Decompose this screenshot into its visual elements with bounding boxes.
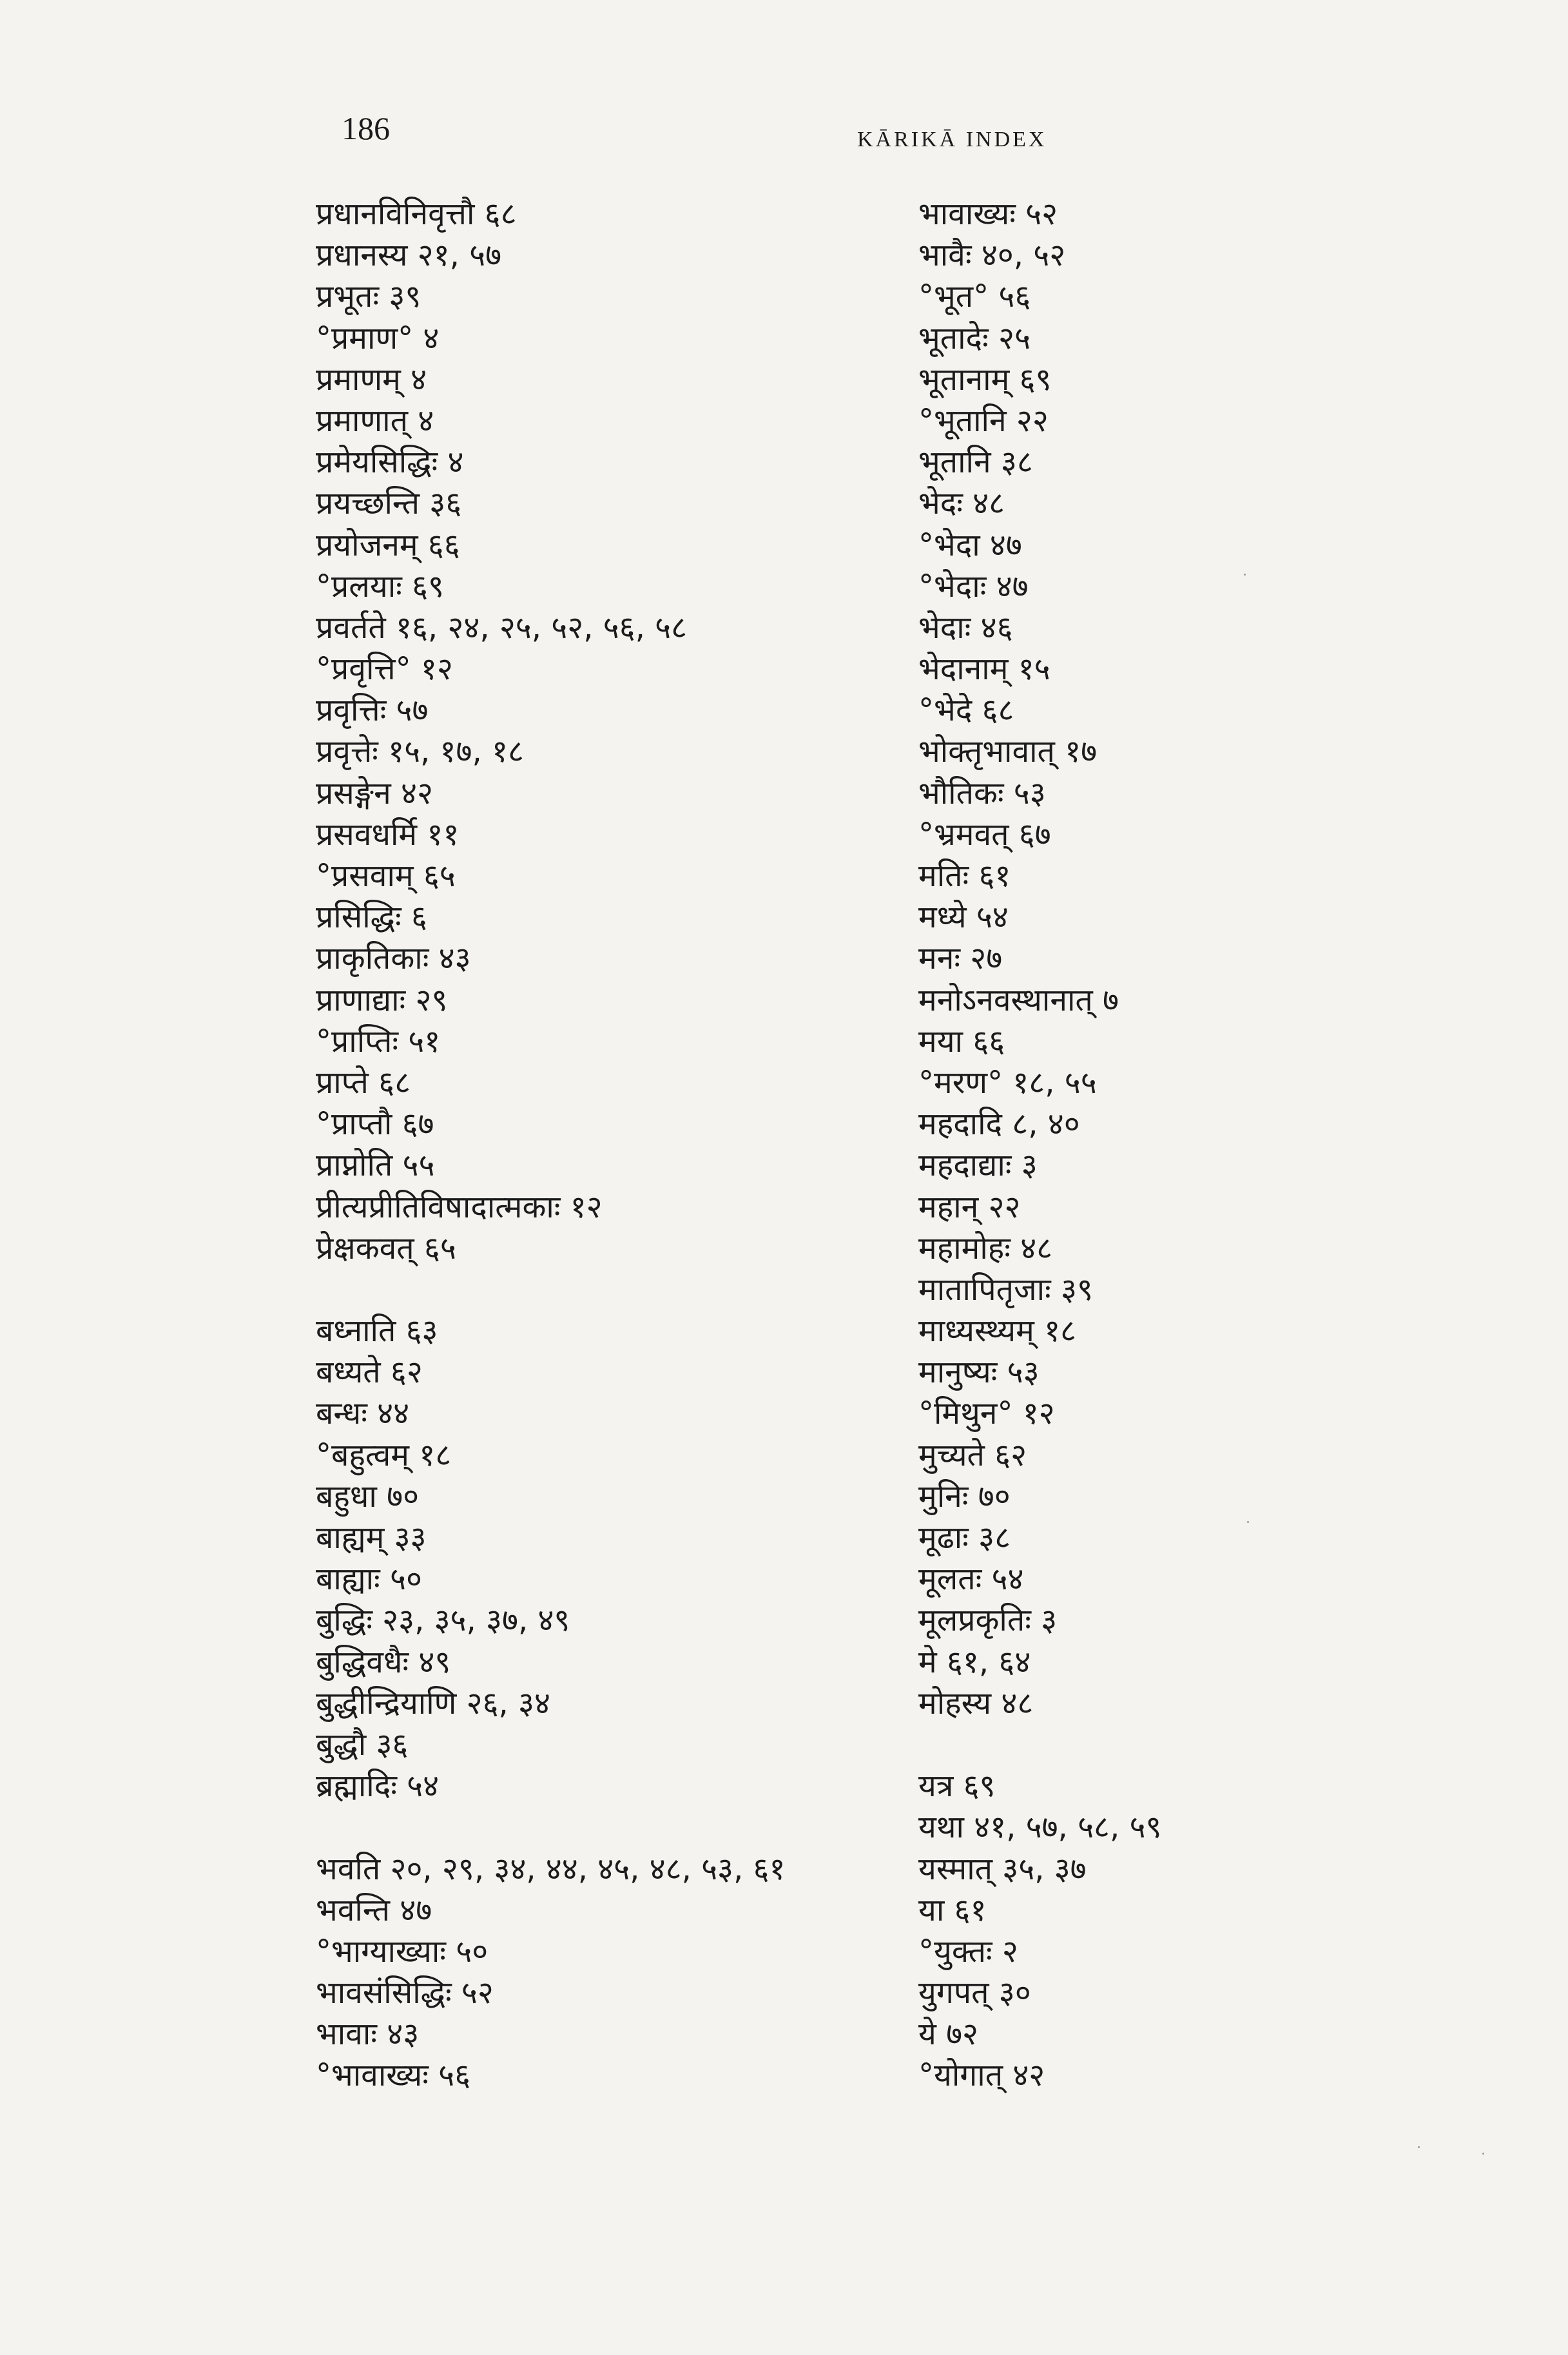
index-entry: मध्ये ५४ — [918, 899, 1009, 936]
index-entry: भेदाः ४६ — [918, 609, 1013, 646]
index-entry: मुच्यते ६२ — [918, 1437, 1027, 1473]
index-entry: यथा ४१, ५७, ५८, ५९ — [918, 1809, 1162, 1846]
section-gap — [316, 1807, 896, 1848]
index-entry: प्रमेयसिद्धिः ४ — [316, 444, 464, 481]
index-entry: भवति २०, २९, ३४, ४४, ४५, ४८, ५३, ६१ — [316, 1850, 786, 1887]
index-entry: प्राप्ते ६८ — [316, 1064, 411, 1101]
index-entry: भवन्ति ४७ — [316, 1892, 432, 1928]
index-entry: प्राप्नोति ५५ — [316, 1147, 435, 1184]
index-entry: °भेदाः ४७ — [918, 568, 1029, 605]
index-entry: बुद्धीन्द्रियाणि २६, ३४ — [316, 1685, 550, 1721]
index-entry: प्रीत्यप्रीतिविषादात्मकाः १२ — [316, 1188, 603, 1225]
index-entry: मे ६१, ६४ — [918, 1643, 1031, 1680]
index-entry: युगपत् ३० — [918, 1975, 1031, 2011]
index-entry: °प्रमाण° ४ — [316, 320, 440, 356]
running-title: KĀRIKĀ INDEX — [857, 128, 1047, 151]
index-entry: प्रसङ्गेन ४२ — [316, 775, 433, 811]
index-column-left — [316, 193, 896, 2097]
index-entry: प्रवृत्तेः १५, १७, १८ — [316, 733, 524, 770]
index-entry: महामोहः ४८ — [918, 1230, 1053, 1266]
index-entry: °भाग्याख्याः ५० — [316, 1933, 489, 1970]
index-entry: प्रयोजनम् ६६ — [316, 527, 460, 563]
index-entry: बहुधा ७० — [316, 1478, 420, 1515]
index-entry: भावसंसिद्धिः ५२ — [316, 1975, 494, 2011]
index-entry: प्रसवधर्मि ११ — [316, 816, 460, 853]
index-entry: °प्राप्तौ ६७ — [316, 1106, 434, 1143]
index-entry: °भ्रमवत् ६७ — [918, 816, 1051, 853]
index-entry: प्रधानविनिवृत्तौ ६८ — [316, 196, 517, 232]
index-entry: °युक्तः २ — [918, 1933, 1018, 1970]
index-entry: मातापितृजाः ३९ — [918, 1271, 1093, 1308]
index-entry: बन्धः ४४ — [316, 1395, 410, 1432]
index-entry: प्रवर्तते १६, २४, २५, ५२, ५६, ५८ — [316, 609, 688, 646]
index-entry: °प्राप्तिः ५१ — [316, 1023, 441, 1060]
index-entry: बाह्यम् ३३ — [316, 1520, 427, 1556]
index-entry: °प्रलयाः ६९ — [316, 568, 445, 605]
index-entry: प्रेक्षकवत् ६५ — [316, 1230, 456, 1266]
index-entry: भौतिकः ५३ — [918, 775, 1046, 811]
index-column-right — [918, 193, 1498, 2097]
index-entry: °प्रवृत्ति° १२ — [316, 651, 453, 688]
section-gap — [316, 1269, 896, 1310]
index-entry: बुद्धिः २३, ३५, ३७, ४९ — [316, 1602, 570, 1639]
index-entry: भेदानाम् १५ — [918, 651, 1050, 688]
index-entry: बुद्धिवधैः ४९ — [316, 1643, 451, 1680]
index-entry: भावैः ४०, ५२ — [918, 237, 1066, 274]
scan-speck — [1244, 574, 1246, 576]
index-entry: °मरण° १८, ५५ — [918, 1064, 1097, 1101]
scan-speck — [1418, 2146, 1420, 2148]
index-entry: मनोऽनवस्थानात् ७ — [918, 982, 1119, 1018]
index-entry: मूलप्रकृतिः ३ — [918, 1602, 1058, 1639]
index-entry: प्रमाणात् ४ — [316, 402, 434, 439]
index-entry: भावाः ४३ — [316, 2016, 420, 2053]
index-entry: प्रभूतः ३९ — [316, 278, 421, 315]
index-entry: मूढाः ३८ — [918, 1520, 1011, 1556]
index-entry: मूलतः ५४ — [918, 1561, 1024, 1598]
index-entry: प्रयच्छन्ति ३६ — [316, 485, 462, 522]
index-entry: °योगात् ४२ — [918, 2057, 1045, 2094]
index-entry: ब्रह्मादिः ५४ — [316, 1768, 440, 1805]
index-entry: प्रसिद्धिः ६ — [316, 899, 427, 936]
index-entry: मोहस्य ४८ — [918, 1685, 1034, 1721]
index-entry: बध्यते ६२ — [316, 1354, 423, 1391]
index-entry: °भावाख्यः ५६ — [316, 2057, 471, 2094]
index-entry: या ६१ — [918, 1892, 987, 1928]
index-entry: मुनिः ७० — [918, 1478, 1011, 1515]
index-entry: माध्यस्थ्यम् १८ — [918, 1313, 1076, 1350]
index-entry: महदाद्याः ३ — [918, 1147, 1038, 1184]
index-entry: भूतादेः २५ — [918, 320, 1031, 356]
index-entry: भेदः ४८ — [918, 485, 1005, 522]
index-entry: °भूत° ५६ — [918, 278, 1031, 315]
index-entry: प्राकृतिकाः ४३ — [316, 940, 471, 977]
index-entry: °भेदे ६८ — [918, 692, 1014, 729]
index-entry: बुद्धौ ३६ — [316, 1726, 409, 1763]
index-entry: प्रमाणम् ४ — [316, 361, 427, 398]
scan-speck — [1247, 1521, 1249, 1523]
index-entry: °प्रसवाम् ६५ — [316, 858, 456, 894]
index-entry: मानुष्यः ५३ — [918, 1354, 1040, 1391]
index-entry: महदादि ८, ४० — [918, 1106, 1080, 1143]
index-entry: भूतानाम् ६९ — [918, 361, 1052, 398]
index-entry: बाह्याः ५० — [316, 1561, 422, 1598]
index-entry: मया ६६ — [918, 1023, 1005, 1060]
index-entry: °बहुत्वम् १८ — [316, 1437, 452, 1473]
index-entry: यत्र ६९ — [918, 1768, 996, 1805]
index-entry: भावाख्यः ५२ — [918, 196, 1058, 232]
index-entry: यस्मात् ३५, ३७ — [918, 1850, 1087, 1887]
index-entry: प्रवृत्तिः ५७ — [316, 692, 429, 729]
index-entry: प्रधानस्य २१, ५७ — [316, 237, 502, 274]
index-entry: °भेदा ४७ — [918, 527, 1022, 563]
index-entry: मनः २७ — [918, 940, 1003, 977]
index-entry: मतिः ६१ — [918, 858, 1011, 894]
index-entry: °भूतानि २२ — [918, 402, 1049, 439]
index-entry: भोक्तृभावात् १७ — [918, 733, 1098, 770]
index-entry: भूतानि ३८ — [918, 444, 1033, 481]
index-entry: °मिथुन° १२ — [918, 1395, 1055, 1432]
page-number: 186 — [342, 110, 390, 146]
index-entry: ये ७२ — [918, 2016, 979, 2053]
index-entry: बध्नाति ६३ — [316, 1313, 438, 1350]
scan-speck — [1482, 2153, 1484, 2155]
index-entry: प्राणाद्याः २९ — [316, 982, 448, 1018]
section-gap — [918, 1724, 1498, 1765]
index-entry: महान् २२ — [918, 1188, 1021, 1225]
